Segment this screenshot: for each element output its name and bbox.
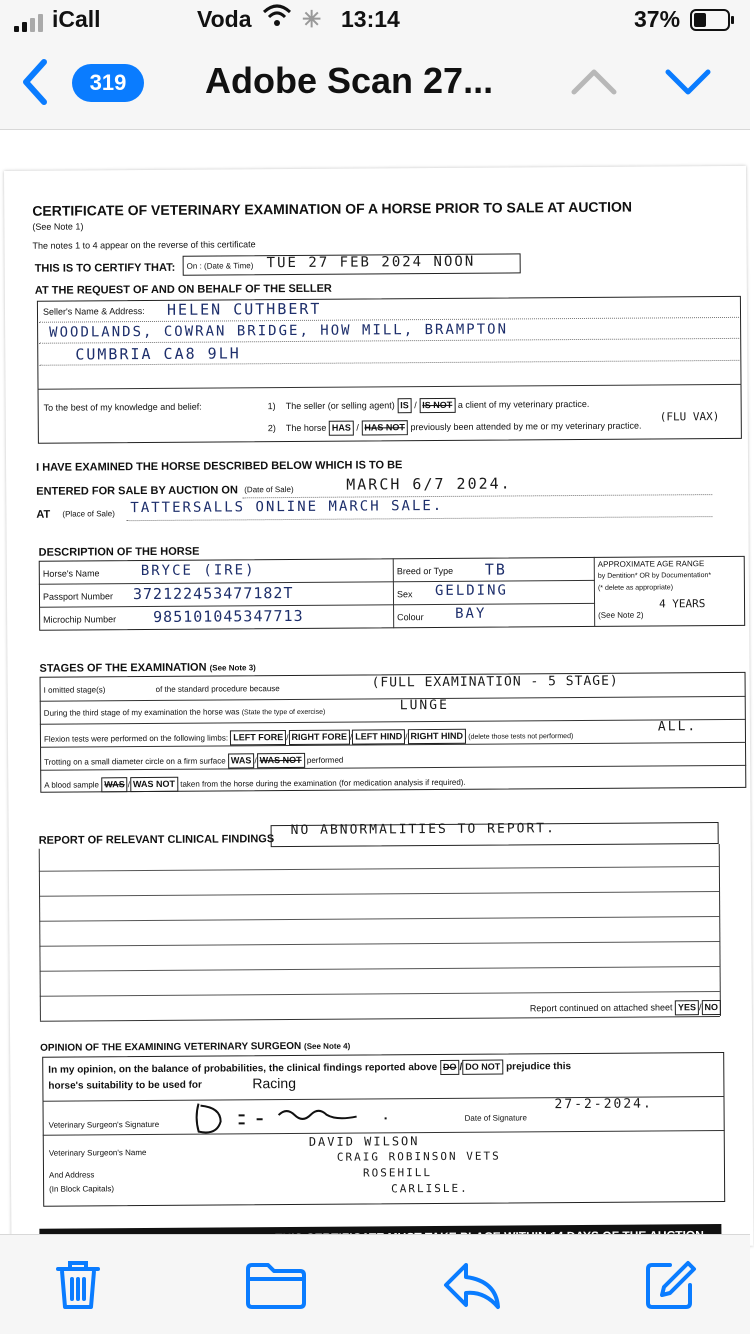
blood-was-not-option: WAS NOT bbox=[130, 777, 178, 792]
seller-address-line-1: WOODLANDS, COWRAN BRIDGE, HOW MILL, BRAMPTON bbox=[49, 321, 509, 341]
omitted-because: of the standard procedure because bbox=[155, 684, 280, 694]
request-heading: AT THE REQUEST OF AND ON BEHALF OF THE SELLER bbox=[34, 282, 332, 297]
no-option: NO bbox=[701, 1000, 721, 1015]
age-see-note: (See Note 2) bbox=[598, 610, 644, 620]
seller-address-line-2: CUMBRIA CA8 9LH bbox=[75, 344, 241, 364]
statement-1: 1) The seller (or selling agent) IS / IS NOT a client of my veterinary practice. bbox=[268, 397, 590, 414]
signature-label: Veterinary Surgeon's Signature bbox=[48, 1119, 160, 1130]
report-line bbox=[39, 941, 719, 947]
age-delete-note: (* delete as appropriate) bbox=[597, 584, 674, 592]
breed-value: TB bbox=[484, 560, 507, 579]
colour-value: BAY bbox=[455, 605, 487, 622]
examination-date-value: TUE 27 FEB 2024 NOON bbox=[266, 253, 476, 272]
right-hind-option: RIGHT HIND bbox=[407, 729, 466, 744]
is-option: IS bbox=[397, 398, 412, 413]
microchip-label: Microchip Number bbox=[43, 614, 117, 625]
signature-date-label: Date of Signature bbox=[464, 1113, 527, 1123]
flu-vax-note: (FLU VAX) bbox=[659, 410, 720, 424]
vet-practice-value: CRAIG ROBINSON VETS bbox=[336, 1149, 501, 1164]
vet-name-label: Veterinary Surgeon's Name bbox=[48, 1148, 147, 1158]
reply-icon bbox=[440, 1257, 504, 1313]
continued-row: Report continued on attached sheet YES / NO bbox=[530, 1000, 721, 1016]
report-border bbox=[39, 849, 41, 1021]
page-title: Adobe Scan 27... bbox=[205, 60, 494, 101]
report-border bbox=[719, 844, 721, 1016]
passport-value: 372122453477182T bbox=[132, 583, 294, 604]
chevron-down-icon bbox=[664, 62, 712, 102]
compose-button[interactable] bbox=[642, 1257, 698, 1313]
trot-was-option: WAS bbox=[228, 753, 255, 768]
trot-row: Trotting on a small diameter circle on a firm surface WAS / WAS NOT performed bbox=[44, 753, 343, 770]
report-label: REPORT OF RELEVANT CLINICAL FINDINGS bbox=[38, 833, 275, 847]
notes-reference: The notes 1 to 4 appear on the reverse of this certificate bbox=[32, 239, 256, 251]
is-not-option: IS NOT bbox=[419, 398, 455, 413]
report-line bbox=[39, 866, 719, 872]
sex-value: GELDING bbox=[434, 582, 509, 600]
chevron-up-icon bbox=[570, 62, 618, 102]
age-heading: APPROXIMATE AGE RANGE bbox=[597, 559, 705, 569]
flexion-row: Flexion tests were performed on the following limbs: LEFT FORE / RIGHT FORE / LEFT HIND / RIGHT HIND (delete those tests not performed) bbox=[44, 728, 573, 747]
carrier-secondary: Voda bbox=[197, 6, 252, 32]
report-value: NO ABNORMALITIES TO REPORT. bbox=[290, 821, 556, 839]
report-line bbox=[39, 891, 719, 897]
see-note-1: (See Note 1) bbox=[32, 221, 84, 232]
trot-was-not-option: WAS NOT bbox=[257, 753, 305, 768]
colour-label: Colour bbox=[397, 612, 424, 623]
omitted-value: (FULL EXAMINATION - 5 STAGE) bbox=[371, 673, 619, 691]
date-of-sale-line bbox=[242, 494, 712, 498]
certificate-title: CERTIFICATE OF VETERINARY EXAMINATION OF A HORSE PRIOR TO SALE AT AUCTION bbox=[32, 198, 633, 219]
move-to-folder-button[interactable] bbox=[244, 1257, 308, 1313]
bottom-toolbar bbox=[0, 1234, 750, 1334]
left-hind-option: LEFT HIND bbox=[352, 729, 405, 744]
age-method: by Dentition* OR by Documentation* bbox=[597, 572, 712, 580]
chevron-left-icon bbox=[16, 56, 56, 108]
blood-was-option: WAS bbox=[101, 777, 128, 792]
has-option: HAS bbox=[329, 421, 354, 436]
do-not-option: DO NOT bbox=[462, 1060, 503, 1075]
report-line bbox=[40, 991, 720, 997]
vet-address-label: And Address bbox=[48, 1170, 95, 1180]
third-stage-label: During the third stage of my examination the horse was (State the type of exercise) bbox=[43, 707, 326, 718]
horse-name-label: Horse's Name bbox=[42, 568, 100, 579]
certify-label: THIS IS TO CERTIFY THAT: bbox=[34, 261, 176, 275]
report-line bbox=[40, 966, 720, 972]
seller-name-value: HELEN CUTHBERT bbox=[166, 299, 322, 319]
compose-icon bbox=[642, 1257, 698, 1313]
horse-name-value: BRYCE (IRE) bbox=[140, 562, 256, 580]
document-viewer[interactable] bbox=[0, 131, 750, 1234]
sex-label: Sex bbox=[396, 589, 413, 600]
wifi-icon bbox=[262, 2, 292, 34]
place-of-sale-label: (Place of Sale) bbox=[62, 509, 115, 519]
place-of-sale-line bbox=[126, 516, 712, 521]
knowledge-label: To the best of my knowledge and belief: bbox=[43, 401, 202, 413]
place-of-sale-value: TATTERSALLS ONLINE MARCH SALE. bbox=[130, 497, 444, 517]
description-heading: DESCRIPTION OF THE HORSE bbox=[38, 545, 200, 559]
battery-percent: 37% bbox=[634, 6, 681, 32]
navigation-bar bbox=[0, 42, 750, 130]
statement-2: 2) The horse HAS / HAS NOT previously been attended by me or my veterinary practice. bbox=[268, 419, 642, 437]
date-of-sale-value: MARCH 6/7 2024. bbox=[346, 474, 512, 494]
opinion-line-2: horse's suitability to be used for bbox=[48, 1079, 202, 1092]
left-fore-option: LEFT FORE bbox=[230, 730, 286, 745]
seller-label: Seller's Name & Address: bbox=[42, 306, 145, 317]
back-button[interactable] bbox=[16, 56, 56, 108]
opinion-heading: OPINION OF THE EXAMINING VETERINARY SURGEON (See Note 4) bbox=[40, 1040, 351, 1054]
microchip-value: 985101045347713 bbox=[153, 606, 304, 626]
stages-heading: STAGES OF THE EXAMINATION (See Note 3) bbox=[39, 661, 256, 675]
do-option: DO bbox=[440, 1060, 460, 1075]
certificate-page bbox=[4, 166, 754, 1251]
signal-icon bbox=[14, 12, 48, 32]
unread-count-badge[interactable]: 319 bbox=[72, 64, 144, 102]
trash-icon bbox=[50, 1257, 106, 1313]
examined-heading: I HAVE EXAMINED THE HORSE DESCRIBED BELOW WHICH IS TO BE bbox=[36, 459, 403, 474]
third-stage-value: LUNGE bbox=[399, 697, 449, 714]
status-time: 13:14 bbox=[341, 6, 400, 32]
passport-label: Passport Number bbox=[42, 591, 114, 602]
vet-block-capitals-label: (In Block Capitals) bbox=[49, 1184, 115, 1194]
omitted-label: I omitted stage(s) bbox=[43, 685, 106, 695]
previous-button[interactable] bbox=[570, 62, 618, 102]
blood-row: A blood sample WAS / WAS NOT taken from the horse during the examination (for medication analysis if required). bbox=[44, 775, 466, 793]
report-line bbox=[39, 916, 719, 922]
yes-option: YES bbox=[675, 1000, 699, 1015]
vet-name-value: DAVID WILSON bbox=[308, 1134, 420, 1149]
opinion-line-1: In my opinion, on the balance of probabilities, the clinical findings reported above DO / DO NOT prejudice this bbox=[48, 1061, 572, 1076]
has-not-option: HAS NOT bbox=[361, 420, 408, 435]
right-fore-option: RIGHT FORE bbox=[288, 730, 350, 745]
activity-icon: ✳ bbox=[302, 6, 322, 32]
age-value: 4 YEARS bbox=[658, 597, 706, 611]
trash-button[interactable] bbox=[50, 1257, 106, 1313]
date-of-sale-label: (Date of Sale) bbox=[244, 484, 294, 495]
entered-label: ENTERED FOR SALE BY AUCTION ON bbox=[36, 484, 238, 498]
reply-button[interactable] bbox=[440, 1257, 504, 1313]
vet-address-line-1: ROSEHILL bbox=[362, 1166, 433, 1180]
carrier-primary: iCall bbox=[52, 6, 101, 32]
status-bar bbox=[0, 0, 750, 42]
vet-address-line-2: CARLISLE. bbox=[391, 1181, 469, 1196]
at-label: AT bbox=[36, 508, 51, 521]
breed-label: Breed or Type bbox=[396, 565, 454, 577]
next-button[interactable] bbox=[664, 62, 712, 102]
battery-icon bbox=[690, 9, 736, 37]
folder-icon bbox=[244, 1257, 308, 1313]
on-label: On : (Date & Time) bbox=[186, 261, 254, 271]
suitability-use-value: Racing bbox=[252, 1074, 297, 1092]
flexion-value: ALL. bbox=[657, 719, 698, 735]
signature-date-value: 27-2-2024. bbox=[554, 1096, 653, 1113]
report-border bbox=[40, 1016, 720, 1022]
